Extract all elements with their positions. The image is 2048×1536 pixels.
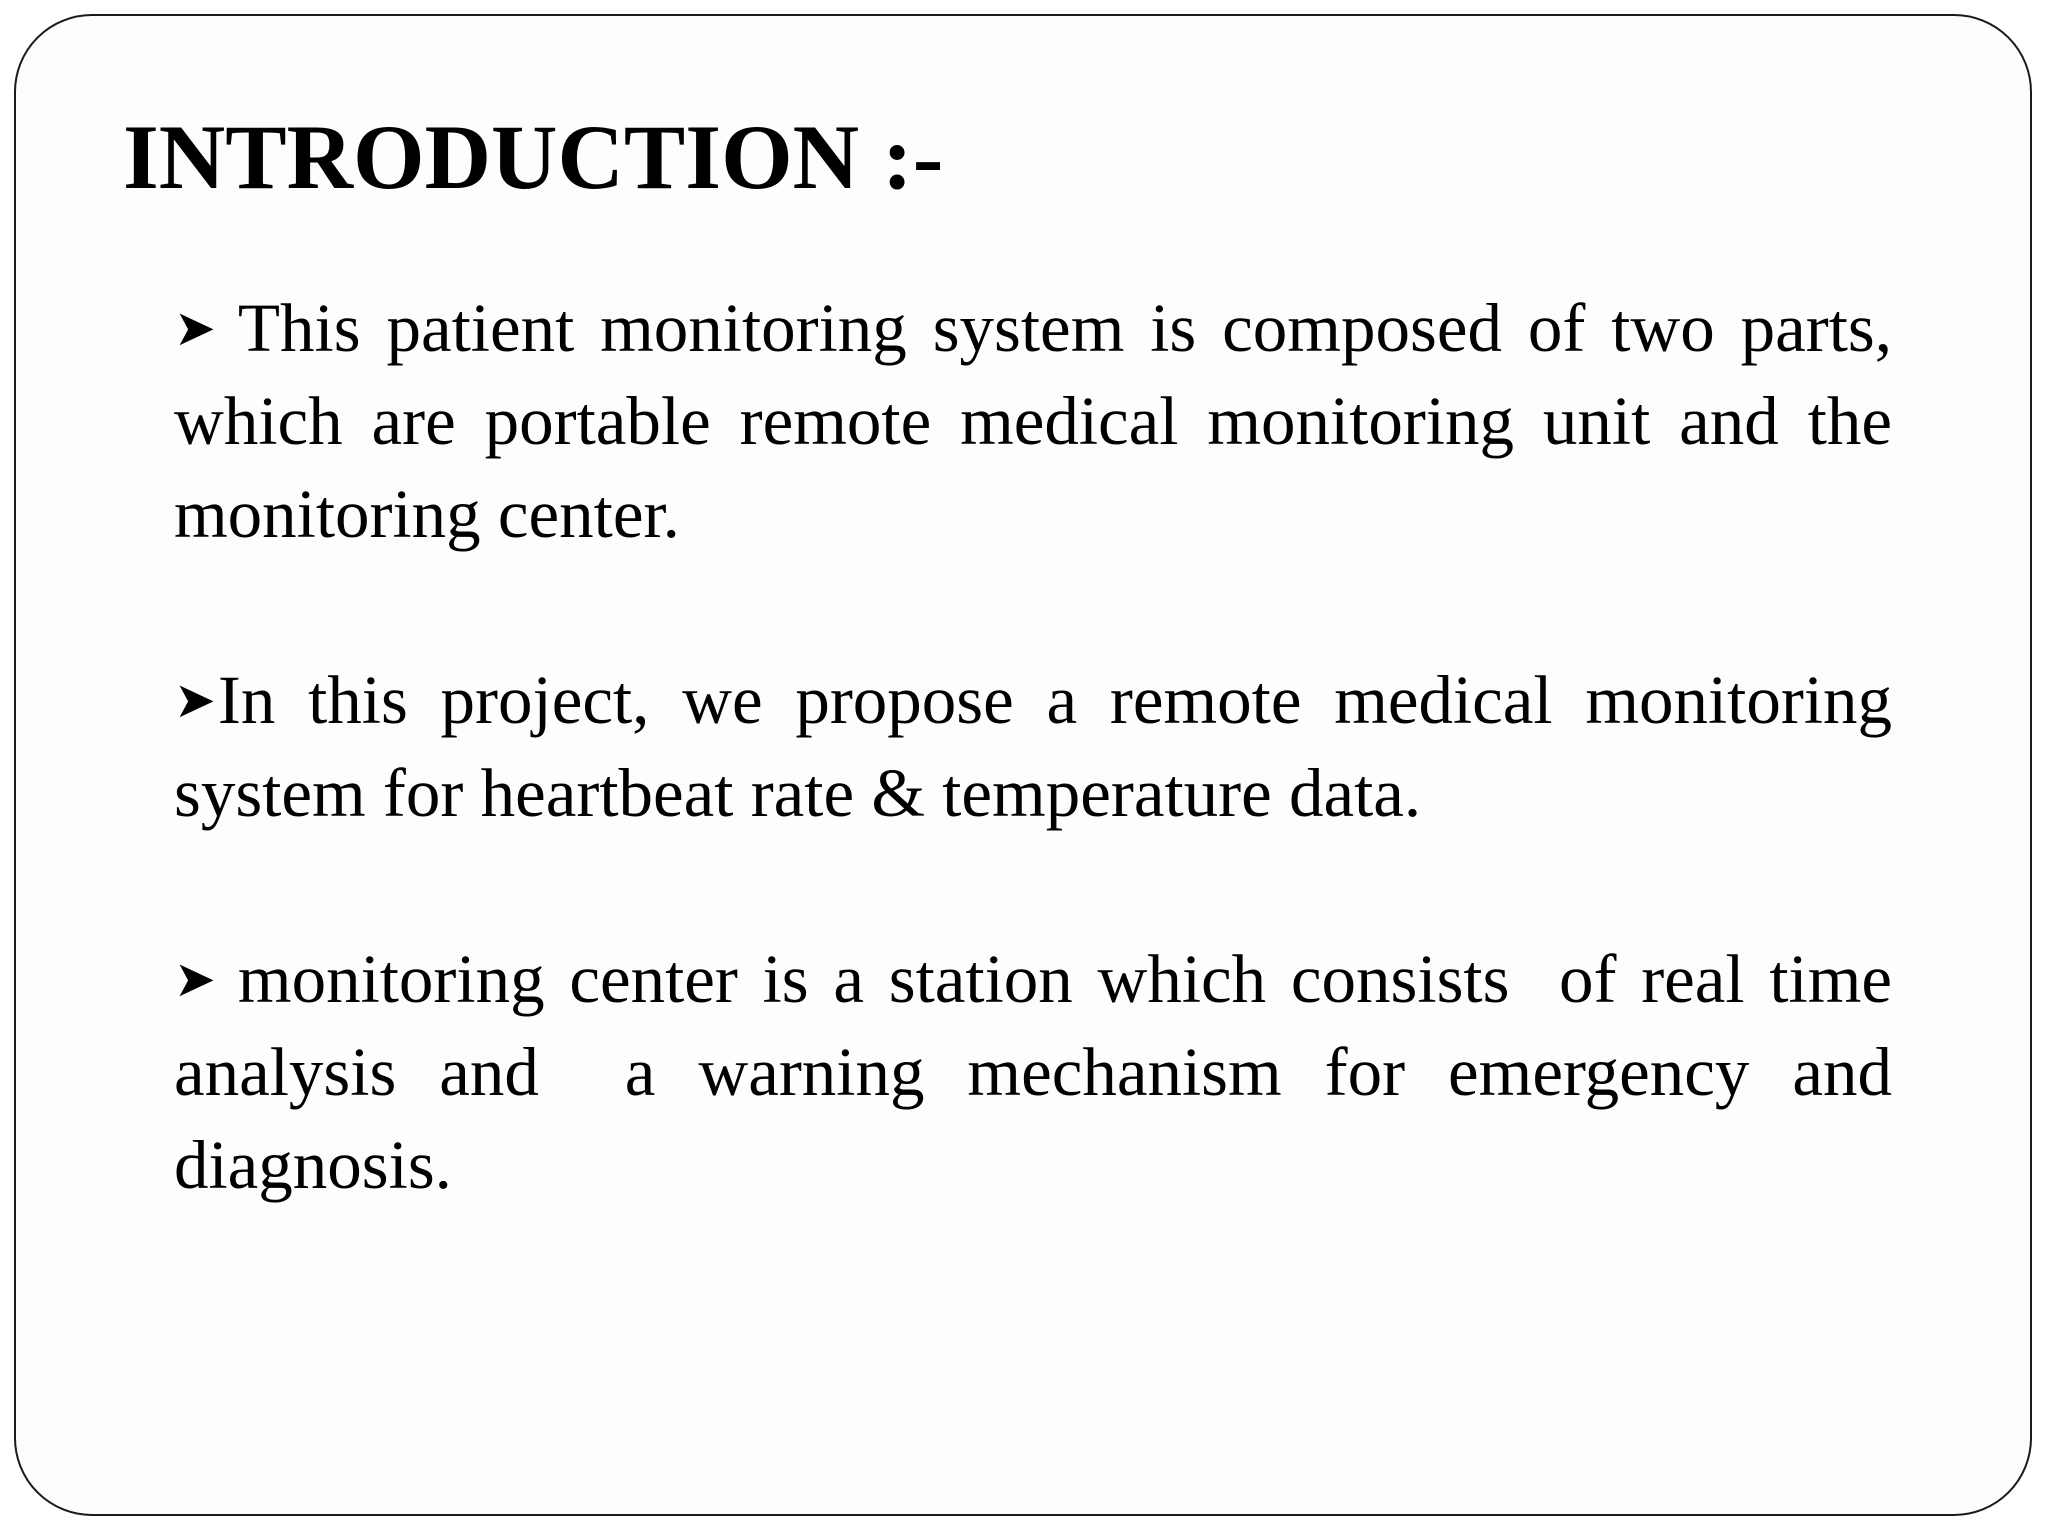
bullet-item [174,933,1910,1212]
arrowhead-bullet-icon: ➤ [174,950,216,1008]
arrowhead-bullet-icon: ➤ [174,671,216,729]
bullet-item [174,654,1910,840]
bullet-item [174,282,1910,561]
arrowhead-bullet-icon: ➤ [174,299,216,357]
slide-title: INTRODUCTION :- [123,106,944,208]
bullet-text: This patient monitoring system is composed of two parts, which are portable remote medical monitoring unit and the monitoring center. [174,290,1910,552]
bullet-text: In this project, we propose a remote medical monitoring system for heartbeat rate & temperature data. [174,662,1910,831]
bullet-text: monitoring center is a station which consists of real time analysis and a warning mechanism for emergency and diagnosis. [174,941,1910,1203]
bullet-list [174,282,1910,1212]
